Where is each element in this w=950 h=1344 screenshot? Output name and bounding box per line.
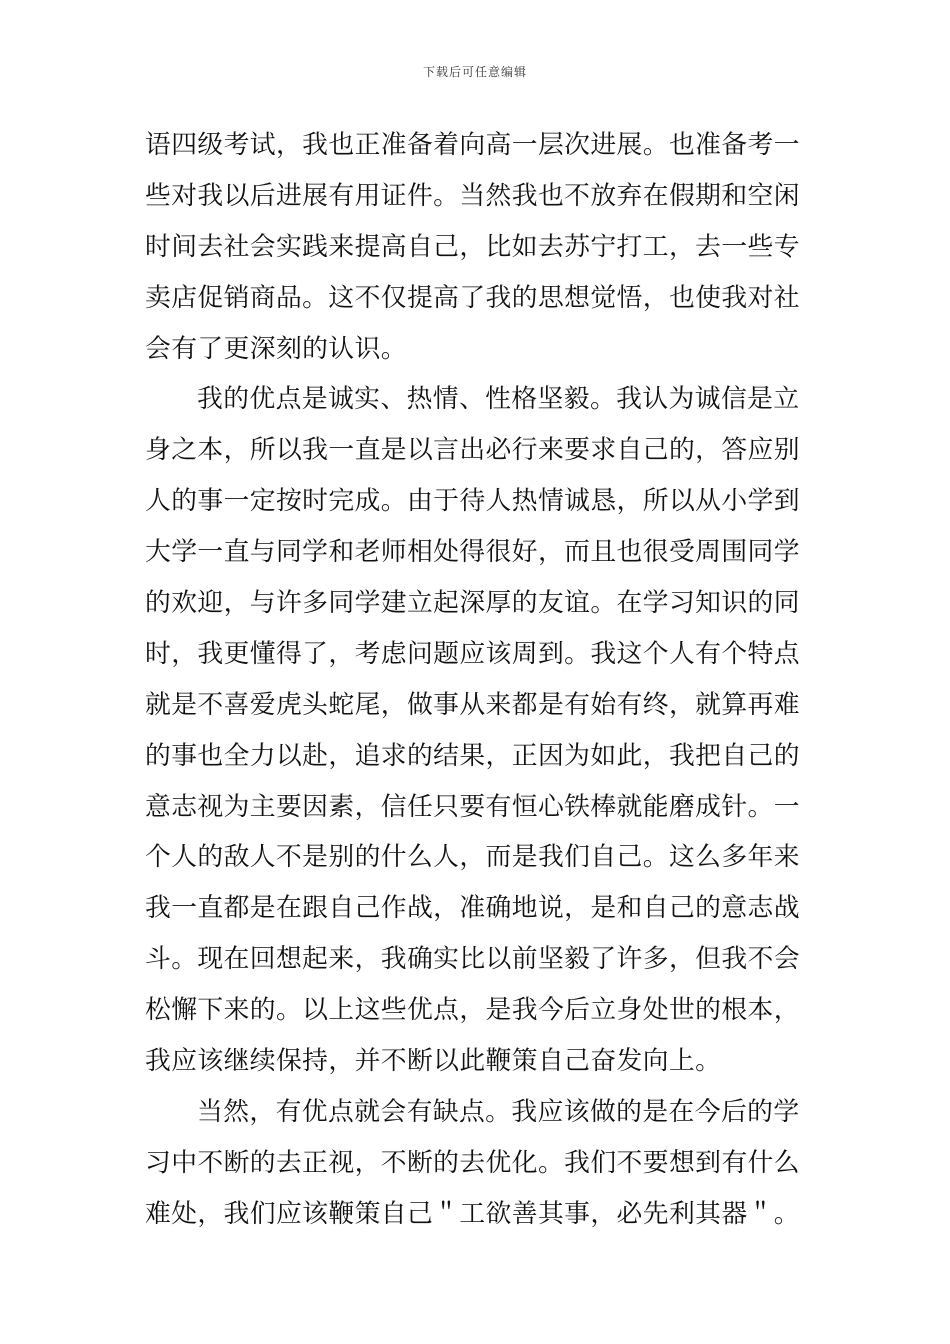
text-line: 时，我更懂得了，考虑问题应该周到。我这个人有个特点 bbox=[145, 638, 800, 669]
text-line: 身之本，所以我一直是以言出必行来要求自己的，答应别 bbox=[145, 435, 800, 466]
text-line: 时间去社会实践来提高自己，比如去苏宁打工，去一些专 bbox=[145, 231, 800, 262]
document-body bbox=[145, 126, 807, 1246]
text-line: 就是不喜爱虎头蛇尾，做事从来都是有始有终，就算再难 bbox=[145, 689, 800, 720]
text-line: 我的优点是诚实、热情、性格坚毅。我认为诚信是立 bbox=[197, 384, 800, 415]
text-line: 卖店促销商品。这不仅提高了我的思想觉悟，也使我对社 bbox=[145, 282, 800, 313]
text-line: 习中不断的去正视，不断的去优化。我们不要想到有什么 bbox=[145, 1147, 800, 1178]
text-line: 我一直都是在跟自己作战，准确地说，是和自己的意志战 bbox=[145, 893, 800, 924]
text-line: 斗。现在回想起来，我确实比以前坚毅了许多，但我不会 bbox=[145, 944, 800, 975]
text-line: 些对我以后进展有用证件。当然我也不放弃在假期和空闲 bbox=[145, 180, 800, 211]
page-header: 下载后可任意编辑 bbox=[422, 65, 527, 79]
text-line: 个人的敌人不是别的什么人，而是我们自己。这么多年来 bbox=[145, 842, 800, 873]
text-line: 会有了更深刻的认识。 bbox=[145, 333, 407, 364]
text-line: 语四级考试，我也正准备着向高一层次进展。也准备考一 bbox=[145, 130, 800, 160]
text-line: 当然，有优点就会有缺点。我应该做的是在今后的学 bbox=[197, 1096, 800, 1127]
text-line: 我应该继续保持，并不断以此鞭策自己奋发向上。 bbox=[145, 1046, 722, 1077]
text-line: 的事也全力以赴，追求的结果，正因为如此，我把自己的 bbox=[145, 740, 800, 771]
text-line: 难处，我们应该鞭策自己＂工欲善其事，必先利其器＂。 bbox=[145, 1198, 800, 1229]
text-line: 松懈下来的。以上这些优点，是我今后立身处世的根本， bbox=[145, 995, 800, 1026]
text-line: 意志视为主要因素，信任只要有恒心铁棒就能磨成针。一 bbox=[145, 791, 800, 822]
text-line: 人的事一定按时完成。由于待人热情诚恳，所以从小学到 bbox=[145, 486, 800, 517]
text-line: 大学一直与同学和老师相处得很好，而且也很受周围同学 bbox=[145, 537, 800, 568]
text-line: 的欢迎，与许多同学建立起深厚的友谊。在学习知识的同 bbox=[145, 588, 800, 619]
